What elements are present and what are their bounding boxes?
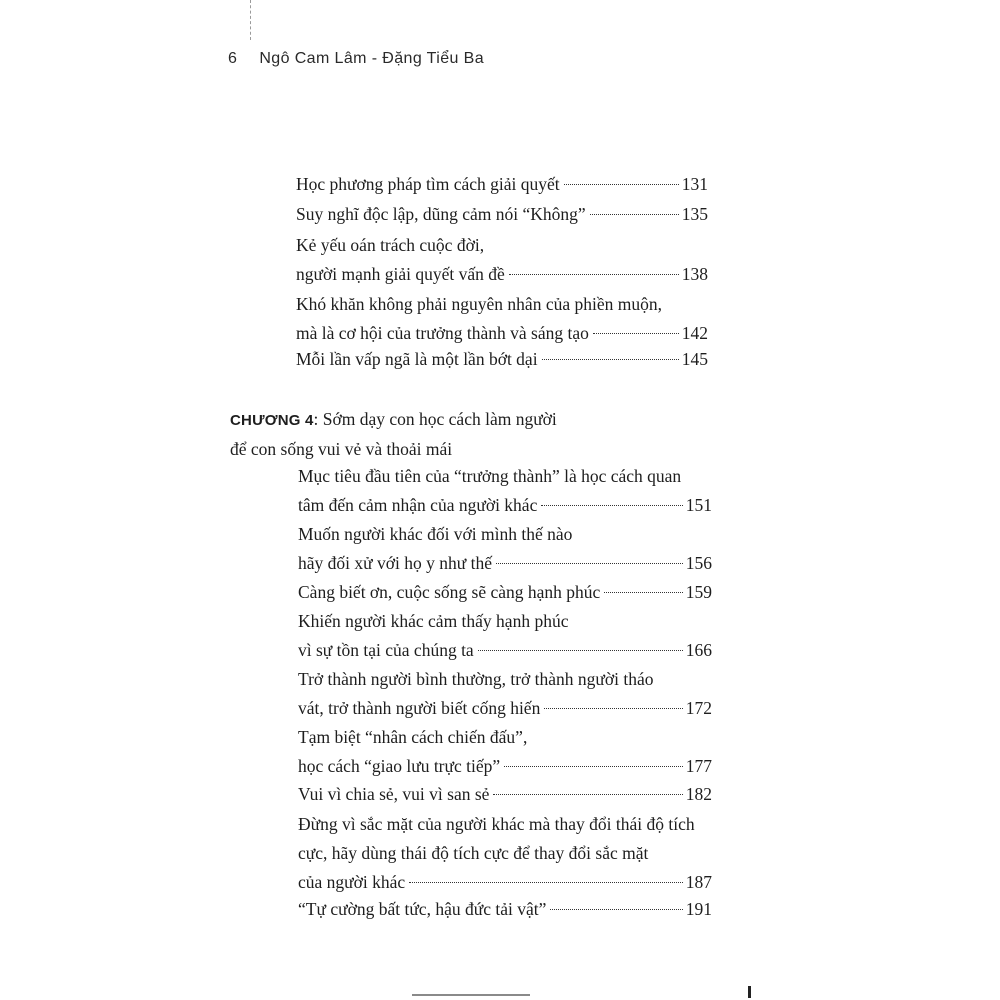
dot-leader	[590, 214, 679, 215]
toc-entry-title: vát, trở thành người biết cống hiến	[298, 698, 541, 718]
dot-leader	[541, 505, 682, 506]
toc-page-number: 187	[685, 872, 712, 892]
dot-leader	[409, 882, 683, 883]
dot-leader	[544, 708, 682, 709]
toc-entry-title: học cách “giao lưu trực tiếp”	[298, 756, 501, 776]
dot-leader	[593, 333, 679, 334]
chapter-title: : Sớm dạy con học cách làm người	[313, 409, 557, 429]
toc-entry-title: của người khác	[298, 872, 406, 892]
page-number: 6	[228, 50, 238, 67]
toc-page-number: 131	[681, 174, 708, 194]
toc-entry[interactable]	[298, 578, 712, 607]
toc-page-number: 138	[681, 264, 708, 284]
toc-page-number: 166	[685, 640, 712, 660]
toc-entry[interactable]	[298, 462, 712, 520]
toc-entry[interactable]	[296, 290, 708, 348]
toc-page-number: 156	[685, 553, 712, 573]
toc-page-number: 191	[685, 899, 712, 919]
dot-leader	[493, 794, 682, 795]
chapter-title-continued: để con sống vui vẻ và thoải mái	[230, 439, 453, 459]
dot-leader	[509, 274, 679, 275]
toc-entry-title: Mục tiêu đầu tiên của “trưởng thành” là học cách quan	[298, 466, 682, 486]
chapter-heading[interactable]	[230, 405, 557, 464]
toc-entry-title: Vui vì chia sẻ, vui vì san sẻ	[298, 784, 490, 804]
bottom-edge-rule	[412, 994, 530, 996]
toc-page-number: 145	[681, 349, 708, 369]
page-fold-divider	[250, 0, 251, 40]
authors-heading: Ngô Cam Lâm - Đặng Tiểu Ba	[259, 50, 485, 67]
toc-entry-title: Khó khăn không phải nguyên nhân của phiền muộn,	[296, 294, 662, 314]
toc-page-number: 177	[685, 756, 712, 776]
toc-entry[interactable]	[298, 520, 712, 578]
toc-page-number: 151	[685, 495, 712, 515]
toc-entry[interactable]	[298, 895, 712, 924]
toc-entry[interactable]	[296, 345, 708, 374]
toc-entry-title: Suy nghĩ độc lập, dũng cảm nói “Không”	[296, 204, 586, 224]
toc-entry-title: Tạm biệt “nhân cách chiến đấu”,	[298, 727, 528, 747]
toc-entry[interactable]	[298, 810, 712, 897]
dot-leader	[564, 184, 679, 185]
toc-entry-title: Kẻ yếu oán trách cuộc đời,	[296, 235, 485, 255]
toc-page-number: 159	[685, 582, 712, 602]
toc-entry-title: người mạnh giải quyết vấn đề	[296, 264, 505, 284]
toc-entry-title: “Tự cường bất tức, hậu đức tải vật”	[298, 899, 547, 919]
dot-leader	[550, 909, 682, 910]
toc-entry[interactable]	[296, 200, 708, 229]
toc-entry[interactable]	[298, 665, 712, 723]
toc-entry[interactable]	[298, 607, 712, 665]
toc-entry-title: tâm đến cảm nhận của người khác	[298, 495, 538, 515]
dot-leader	[496, 563, 683, 564]
toc-entry-title: hãy đối xử với họ y như thế	[298, 553, 492, 573]
dot-leader	[478, 650, 683, 651]
toc-page-number: 182	[685, 784, 712, 804]
toc-entry-title: Trở thành người bình thường, trở thành người tháo	[298, 669, 654, 689]
toc-entry-title: Mỗi lần vấp ngã là một lần bớt dại	[296, 349, 538, 369]
toc-entry-title: Học phương pháp tìm cách giải quyết	[296, 174, 560, 194]
dot-leader	[504, 766, 683, 767]
toc-entry[interactable]	[298, 723, 712, 781]
toc-entry-title: Đừng vì sắc mặt của người khác mà thay đổi thái độ tích	[298, 814, 695, 834]
toc-entry-title: cực, hãy dùng thái độ tích cực để thay đổi sắc mặt	[298, 843, 649, 863]
toc-entry-title: mà là cơ hội của trưởng thành và sáng tạo	[296, 323, 589, 343]
running-header	[228, 50, 484, 68]
toc-entry-title: Càng biết ơn, cuộc sống sẽ càng hạnh phúc	[298, 582, 601, 602]
toc-entry-title: Muốn người khác đối với mình thế nào	[298, 524, 573, 544]
toc-entry-title: Khiến người khác cảm thấy hạnh phúc	[298, 611, 569, 631]
dot-leader	[604, 592, 682, 593]
bottom-edge-mark	[748, 986, 751, 998]
toc-page-number: 142	[681, 323, 708, 343]
toc-entry-title: vì sự tồn tại của chúng ta	[298, 640, 474, 660]
dot-leader	[542, 359, 679, 360]
toc-page-number: 172	[685, 698, 712, 718]
chapter-label: CHƯƠNG 4	[230, 412, 314, 429]
toc-page-number: 135	[681, 204, 708, 224]
toc-entry[interactable]	[298, 780, 712, 809]
toc-entry[interactable]	[296, 231, 708, 289]
toc-entry[interactable]	[296, 170, 708, 199]
